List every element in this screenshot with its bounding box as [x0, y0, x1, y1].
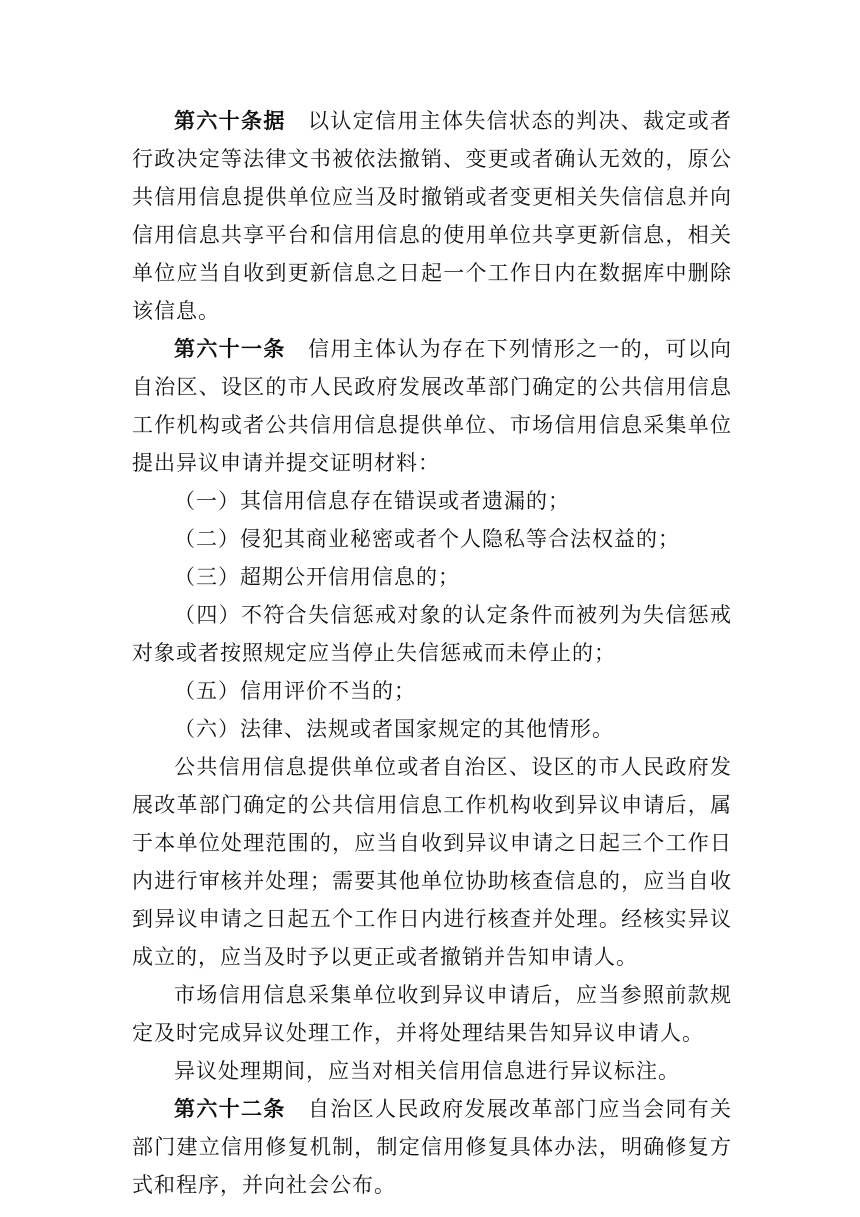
list-item: （四）不符合失信惩戒对象的认定条件而被列为失信惩戒对象或者按照规定应当停止失信惩戒而未停止的；	[132, 603, 732, 665]
article-number: 第六十二条	[174, 1096, 286, 1121]
list-item: （三）超期公开信用信息的；	[174, 565, 460, 589]
document-body	[132, 102, 732, 1204]
list-item: （一）其信用信息存在错误或者遗漏的；	[174, 489, 570, 513]
article-number: 第六十一条	[174, 336, 286, 361]
paragraph-article-61	[132, 330, 732, 482]
paragraph: 异议处理期间，应当对相关信用信息进行异议标注。	[174, 1059, 680, 1083]
paragraph-article-62	[132, 1090, 732, 1204]
paragraph: 市场信用信息采集单位收到异议申请后，应当参照前款规定及时完成异议处理工作，并将处理结果告知异议申请人。	[132, 983, 732, 1045]
list-item: （二）侵犯其商业秘密或者个人隐私等合法权益的；	[174, 527, 680, 551]
list-item: （六）法律、法规或者国家规定的其他情形。	[174, 717, 614, 741]
paragraph-article-60	[132, 102, 732, 330]
list-item: （五）信用评价不当的；	[174, 679, 416, 703]
article-text: 自治区人民政府发展改革部门应当会同有关部门建立信用修复机制，制定信用修复具体办法，明确修复方式和程序，并向社会公布。	[132, 1097, 733, 1197]
article-text: 以认定信用主体失信状态的判决、裁定或者行政决定等法律文书被依法撤销、变更或者确认无效的，原公共信用信息提供单位应当及时撤销或者变更相关失信信息并向信用信息共享平台和信用信息的使用单位共享更新信息，相关单位应当自收到更新信息之日起一个工作日内在数据库中删除该信息。	[132, 109, 733, 323]
article-number: 第六十条据	[174, 108, 286, 133]
paragraph: 公共信用信息提供单位或者自治区、设区的市人民政府发展改革部门确定的公共信用信息工作机构收到异议申请后，属于本单位处理范围的，应当自收到异议申请之日起三个工作日内进行审核并处理；需要其他单位协助核查信息的，应当自收到异议申请之日起五个工作日内进行核查并处理。经核实异议成立的，应当及时予以更正或者撤销并告知申请人。	[132, 755, 732, 969]
article-text: 信用主体认为存在下列情形之一的，可以向自治区、设区的市人民政府发展改革部门确定的公共信用信息工作机构或者公共信用信息提供单位、市场信用信息采集单位提出异议申请并提交证明材料：	[132, 337, 733, 475]
